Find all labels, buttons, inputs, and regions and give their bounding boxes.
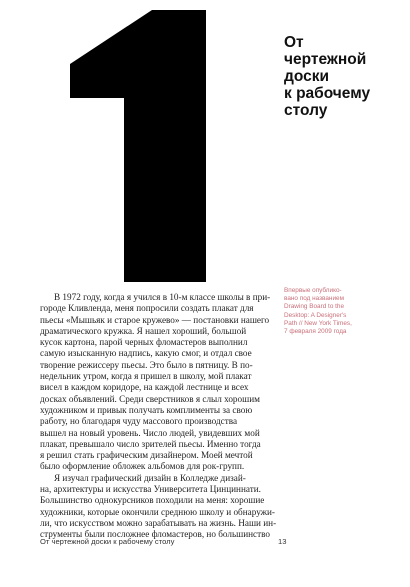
body-line: плакат, превышало число зрителей пьесы. Именно тогда (40, 438, 261, 449)
body-line: вышел на новый уровень. Число людей, увидевших мой (40, 427, 260, 438)
body-line: городе Кливленда, меня попросили создать плакат для (40, 303, 254, 314)
chapter-title-line: От (284, 34, 304, 51)
body-line: ли, что искусством можно зарабатывать на жизнь. Наши ин- (40, 517, 277, 528)
body-line: струменты были посложнее фломастеров, но большинство (40, 529, 271, 540)
chapter-title-line: столу (284, 102, 328, 119)
body-line: В 1972 году, когда я учился в 10-м классе школы в при- (54, 292, 271, 302)
body-line: драматического кружка. Я нашел хороший, большой (40, 325, 247, 336)
chapter-number-glyph (40, 10, 260, 282)
body-line: Я изучал графический дизайн в Колледже дизай- (54, 472, 246, 483)
body-line: Большинство однокурсников походили на меня: хорошие (40, 495, 265, 506)
body-line: работу, но благодаря чуду массового производства (40, 416, 238, 427)
publication-note-line: 7 февраля 2009 года (284, 328, 347, 336)
chapter-title (284, 34, 402, 119)
page-number: 13 (278, 537, 287, 546)
chapter-title-line: к рабочему (284, 85, 371, 102)
body-line: висел в каждом коридоре, на каждой лестнице и всех (40, 382, 249, 393)
publication-note-line: Drawing Board to the (284, 303, 345, 311)
body-line: пьесы «Мышьяк и старое кружево» — постановки нашего (40, 314, 270, 325)
body-line: творение режиссеру пьесы. Это было в пятницу. В по- (40, 359, 253, 370)
publication-note (284, 287, 404, 336)
publication-note-line: вано под названием (284, 295, 344, 303)
body-line: художником и привык получать комплименты за свою (40, 404, 253, 415)
body-text (40, 292, 280, 541)
publication-note-line: Path // New York Times, (284, 319, 352, 327)
body-line: недельник утром, когда я пришел в школу, мой плакат (40, 371, 252, 382)
numeral-one-shape (70, 10, 206, 282)
body-line: я решил стать графическим дизайнером. Моей мечтой (40, 450, 253, 461)
publication-note-line: Впервые опублико- (284, 287, 342, 294)
running-footer-title: От чертежной доски к рабочему столу (40, 537, 175, 546)
body-line: художники, которые окончили среднюю школу и обнаружи- (40, 506, 275, 517)
body-line: кусок картона, парой черных фломастеров выполнил (40, 337, 248, 348)
chapter-title-line: доски (284, 68, 330, 85)
body-line: было оформление обложек альбомов для рок-групп. (40, 461, 245, 472)
chapter-number (40, 10, 260, 282)
body-line: досках объявлений. Среди сверстников я слыл хорошим (40, 393, 260, 404)
body-line: на, архитектуры и искусства Университета Цинциннати. (40, 484, 261, 495)
publication-note-line: Desktop: A Designer's (284, 311, 347, 319)
body-line: самую изысканную надпись, какую смог, и отдал свое (40, 348, 252, 359)
chapter-title-line: чертежной (284, 51, 367, 68)
